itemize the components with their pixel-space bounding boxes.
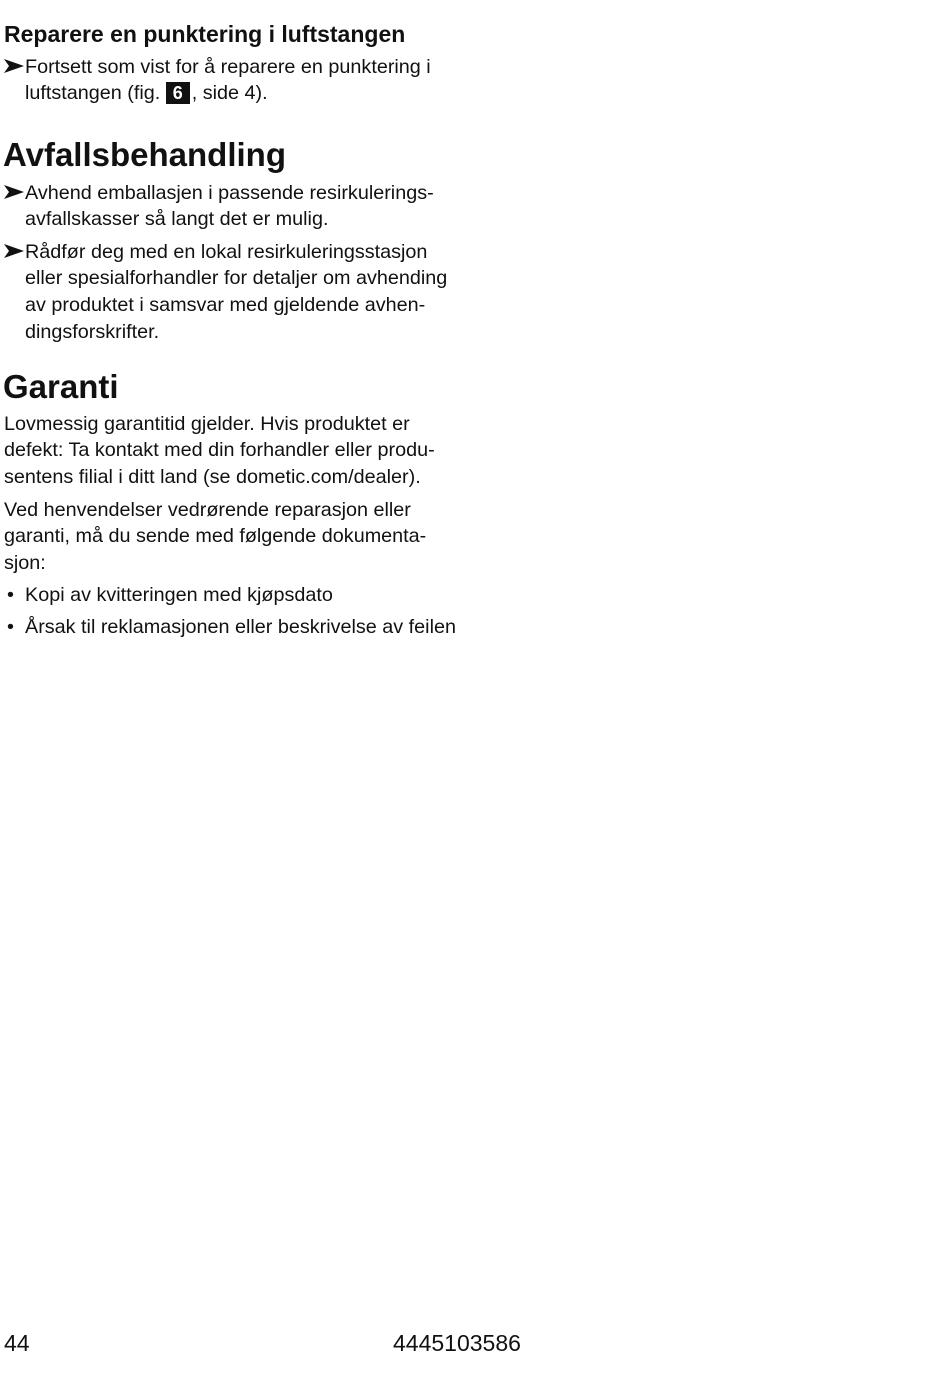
page-number: 44 xyxy=(4,1330,30,1356)
section-heading-repair: Reparere en punktering i luftstangen xyxy=(4,21,406,47)
section-heading-disposal: Avfallsbehandling xyxy=(3,136,286,173)
step-text: avfallskasser så langt det er mulig. xyxy=(25,208,329,231)
paragraph-text: Ved henvendelser vedrørende reparasjon eller xyxy=(4,498,411,521)
section-heading-warranty: Garanti xyxy=(3,368,119,405)
figure-reference-badge: 6 xyxy=(166,82,190,104)
list-item-text: Kopi av kvitteringen med kjøpsdato xyxy=(25,583,333,606)
paragraph-line xyxy=(4,523,426,550)
arrowhead-right-icon xyxy=(4,239,25,266)
step-line xyxy=(4,206,434,233)
list-item-line xyxy=(4,582,333,609)
paragraph xyxy=(4,411,435,491)
step-line xyxy=(4,292,447,319)
arrowhead-right-icon xyxy=(4,54,25,81)
step-line xyxy=(4,180,434,207)
step-line xyxy=(4,239,447,266)
step-line xyxy=(4,54,431,81)
bullet-dot-icon: • xyxy=(7,615,14,638)
step-text: av produktet i samsvar med gjeldende avhen- xyxy=(25,293,426,316)
paragraph xyxy=(4,497,426,577)
instruction-step xyxy=(4,54,431,107)
arrowhead-right-icon xyxy=(4,180,25,207)
paragraph-text: Lovmessig garantitid gjelder. Hvis produktet er xyxy=(4,412,410,435)
step-line xyxy=(4,80,431,107)
list-item xyxy=(4,582,333,609)
step-text: luftstangen (fig. xyxy=(25,82,166,105)
list-item-line xyxy=(4,614,456,641)
paragraph-line xyxy=(4,411,435,438)
step-text: dingsforskrifter. xyxy=(25,320,160,343)
step-line xyxy=(4,319,447,346)
paragraph-line xyxy=(4,497,426,524)
step-text: , side 4). xyxy=(191,82,268,105)
step-text: Avhend emballasjen i passende resirkulerings- xyxy=(25,181,434,204)
instruction-step xyxy=(4,239,447,346)
step-text: Fortsett som vist for å reparere en punktering i xyxy=(25,55,431,78)
paragraph-text: garanti, må du sende med følgende dokumenta- xyxy=(4,525,427,548)
paragraph-line xyxy=(4,550,426,577)
step-line xyxy=(4,265,447,292)
paragraph-text: sjon: xyxy=(4,551,46,574)
paragraph-line xyxy=(4,437,435,464)
bullet-dot-icon: • xyxy=(7,583,14,606)
paragraph-text: defekt: Ta kontakt med din forhandler eller produ- xyxy=(4,439,435,462)
list-item xyxy=(4,614,456,641)
step-text: Rådfør deg med en lokal resirkuleringsstasjon xyxy=(25,240,428,263)
step-text: eller spesialforhandler for detaljer om avhending xyxy=(25,267,448,290)
instruction-step xyxy=(4,180,434,233)
paragraph-text: sentens filial i ditt land (se dometic.com/dealer). xyxy=(4,465,421,488)
paragraph-line xyxy=(4,464,435,491)
document-number: 4445103586 xyxy=(393,1330,521,1356)
list-item-text: Årsak til reklamasjonen eller beskrivelse av feilen xyxy=(25,615,456,638)
